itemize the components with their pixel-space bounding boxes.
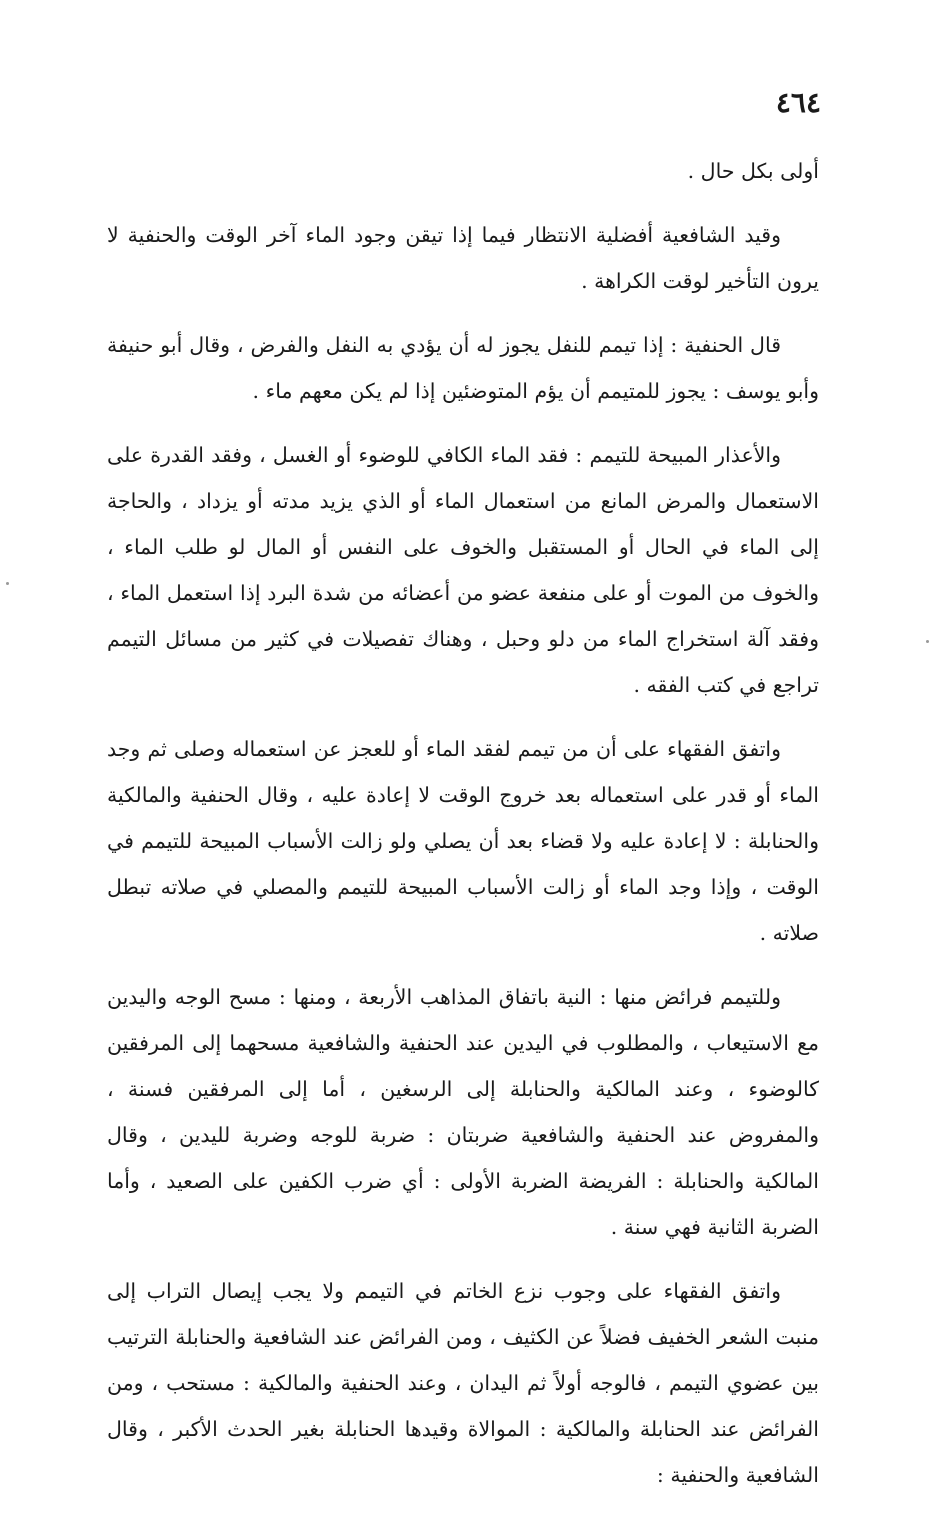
paragraph: قال الحنفية : إذا تيمم للنفل يجوز له أن يؤدي به النفل والفرض ، وقال أبو حنيفة وأبو يوسف : يجوز للمتيمم أن يؤم المتوضئين إذا لم يكن معهم ماء . [107, 333, 819, 403]
paragraph: وللتيمم فرائض منها : النية باتفاق المذاهب الأربعة ، ومنها : مسح الوجه واليدين مع الاستيعاب ، والمطلوب في اليدين عند الحنفية والشافعية مسحهما إلى المرفقين كالوضوء ، وعند المالكية والحنابلة إلى الرسغين ، أما إلى المرفقين فسنة ، والمفروض عند الحنفية والشافعية ضربتان : ضربة للوجه وضربة لليدين ، وقال المالكية والحنابلة : الفريضة الضربة الأولى : أي ضرب الكفين على الصعيد ، وأما الضربة الثانية فهي سنة . [107, 985, 819, 1239]
paragraph: والأعذار المبيحة للتيمم : فقد الماء الكافي للوضوء أو الغسل ، وفقد القدرة على الاستعمال والمرض المانع من استعمال الماء أو الذي يزيد مدته أو يزداد ، والحاجة إلى الماء في الحال أو المستقبل والخوف على النفس أو المال لو طلب الماء ، والخوف من الموت أو على منفعة عضو من أعضائه من شدة البرد إذا استعمل الماء ، وفقد آلة استخراج الماء من دلو وحبل ، وهناك تفصيلات في كثير من مسائل التيمم تراجع في كتب الفقه . [107, 443, 819, 697]
body-text [107, 148, 819, 1516]
page-number: ٤٦٤ [775, 86, 821, 119]
paragraph: وقيد الشافعية أفضلية الانتظار فيما إذا تيقن وجود الماء آخر الوقت والحنفية لا يرون التأخير لوقت الكراهة . [107, 223, 819, 293]
scan-speck [6, 582, 9, 585]
paragraph: واتفق الفقهاء على أن من تيمم لفقد الماء أو للعجز عن استعماله وصلى ثم وجد الماء أو قدر على استعماله بعد خروج الوقت لا إعادة عليه ، وقال الحنفية والمالكية والحنابلة : لا إعادة عليه ولا قضاء بعد أن يصلي ولو زالت الأسباب المبيحة للتيمم في الوقت ، وإذا وجد الماء أو زالت الأسباب المبيحة للتيمم والمصلي في صلاته تبطل صلاته . [107, 737, 819, 945]
paragraph: واتفق الفقهاء على وجوب نزع الخاتم في التيمم ولا يجب إيصال التراب إلى منبت الشعر الخفيف فضلاً عن الكثيف ، ومن الفرائض عند الشافعية والحنابلة الترتيب بين عضوي التيمم ، فالوجه أولاً ثم اليدان ، وعند الحنفية والمالكية : مستحب ، ومن الفرائض عند الحنابلة والمالكية : الموالاة وقيدها الحنابلة بغير الحدث الأكبر ، وقال الشافعية والحنفية : [107, 1279, 819, 1487]
paragraph: أولى بكل حال . [687, 159, 819, 183]
